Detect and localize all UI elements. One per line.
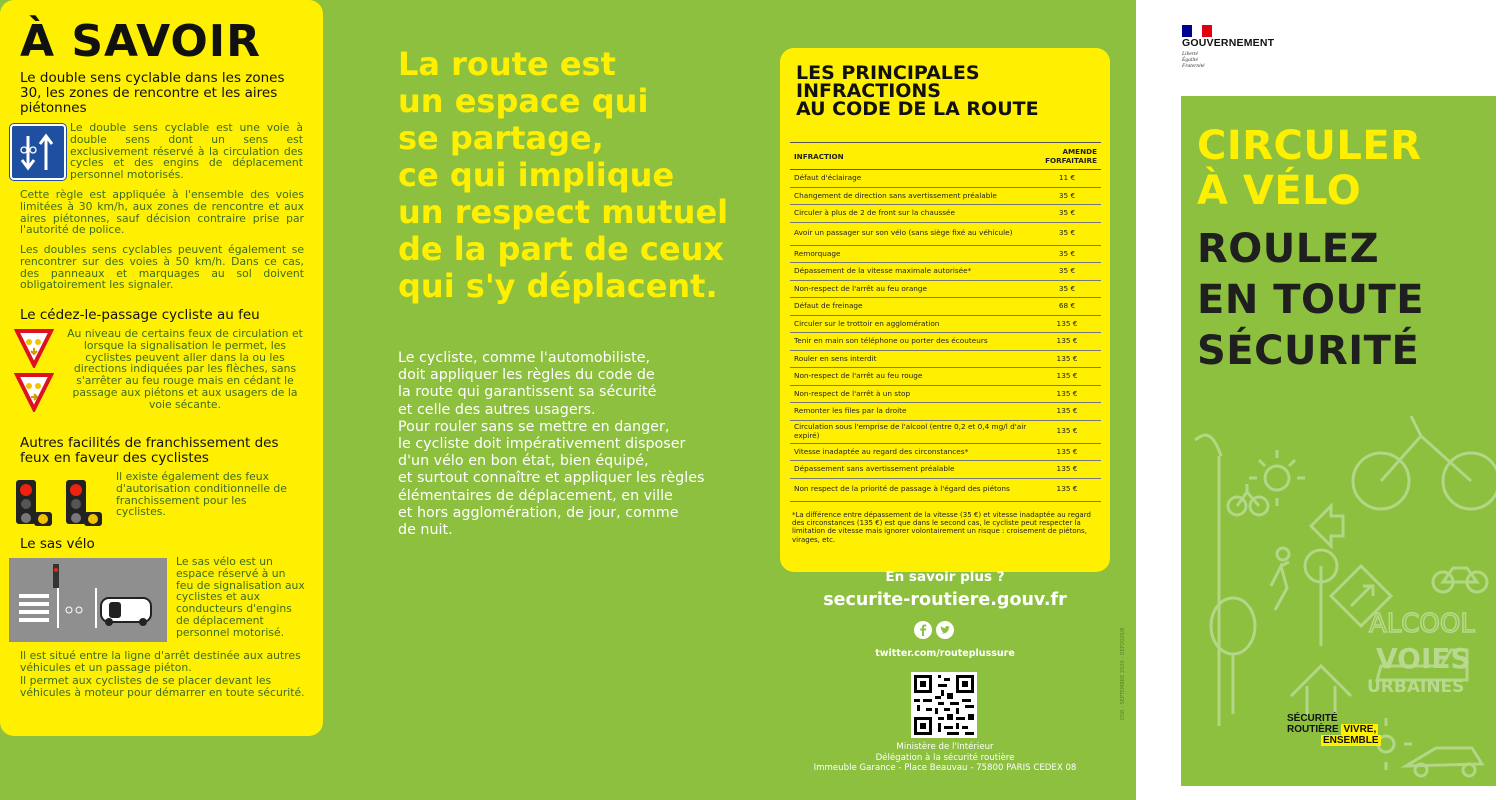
double-sens-sign-icon	[10, 124, 66, 180]
twitter-handle[interactable]: twitter.com/routeplussure	[875, 648, 1015, 659]
sas-velo-heading: Le sas vélo	[20, 536, 95, 552]
table-row	[790, 385, 1101, 403]
body-line: et celle des autres usagers.	[398, 401, 596, 418]
body-line: d'un vélo en bon état, bien équipé,	[398, 453, 649, 470]
table-row	[790, 205, 1101, 223]
infraction-label: Avoir un passager sur son vélo (sans siège fixé au véhicule)	[790, 222, 1033, 245]
table-row	[790, 187, 1101, 205]
infractions-table	[790, 142, 1101, 502]
infraction-amount: 135 €	[1033, 350, 1101, 368]
double-sens-heading: Le double sens cyclable dans les zones 30, les zones de rencontre et les aires piétonnes	[20, 70, 285, 116]
brand-vivre: VIVRE,	[1343, 724, 1377, 735]
ministry-line: Immeuble Garance - Place Beauvau - 75800 PARIS CEDEX 08	[813, 763, 1077, 773]
infraction-label: Non-respect de l'arrêt au feu rouge	[790, 368, 1033, 386]
traffic-light-icon	[14, 478, 54, 534]
infraction-amount: 135 €	[1033, 461, 1101, 479]
headline-line: un respect mutuel	[398, 193, 729, 231]
motto-line: Égalité	[1182, 57, 1198, 63]
infraction-amount: 135 €	[1033, 443, 1101, 461]
headline-line: un espace qui	[398, 82, 649, 120]
en-savoir-plus-label: En savoir plus ?	[885, 569, 1005, 585]
body-line: la route qui garantissent sa sécurité	[398, 384, 657, 401]
infraction-amount: 35 €	[1033, 222, 1101, 245]
table-row	[790, 350, 1101, 368]
brand-ensemble: ENSEMBLE	[1323, 735, 1379, 746]
cover-title-line: EN TOUTE	[1197, 277, 1425, 323]
cedez-passage-heading: Le cédez-le-passage cycliste au feu	[20, 307, 260, 323]
autres-facilites-heading: Autres facilités de franchissement des feux en faveur des cyclistes	[20, 435, 279, 466]
infractions-title-line: LES PRINCIPALES	[796, 62, 980, 84]
table-row	[790, 245, 1101, 263]
headline-line: ce qui implique	[398, 156, 675, 194]
securite-routiere-logo	[1287, 713, 1381, 746]
infraction-label: Circuler sur le trottoir en agglomération	[790, 315, 1033, 333]
col-infraction-header: INFRACTION	[790, 143, 1033, 170]
ministry-line: Délégation à la sécurité routière	[875, 752, 1015, 763]
body-line: élémentaires de déplacement, en ville	[398, 487, 673, 504]
infraction-label: Non-respect de l'arrêt au feu orange	[790, 280, 1033, 298]
motto-line: Liberté	[1182, 51, 1198, 57]
table-header-row	[790, 143, 1101, 170]
infraction-label: Circulation sous l'emprise de l'alcool (entre 0,2 et 0,4 mg/l d'air expiré)	[790, 420, 1033, 443]
infraction-label: Tenir en main son téléphone ou porter des écouteurs	[790, 333, 1033, 351]
body-line: Le cycliste, comme l'automobiliste,	[398, 350, 651, 366]
sas-velo-text-c: Il permet aux cyclistes de se placer devant les véhicules à moteur pour démarrer en toute sécurité.	[20, 674, 305, 699]
infractions-table-body	[790, 170, 1101, 502]
infraction-label: Changement de direction sans avertissement préalable	[790, 187, 1033, 205]
table-row	[790, 403, 1101, 421]
table-row	[790, 298, 1101, 316]
body-line: de nuit.	[398, 522, 453, 539]
infraction-amount: 135 €	[1033, 315, 1101, 333]
table-row	[790, 420, 1101, 443]
table-row	[790, 222, 1101, 245]
cover-title-line: ROULEZ	[1197, 226, 1380, 272]
infraction-label: Non respect de la priorité de passage à l'égard des piétons	[790, 478, 1033, 501]
infraction-amount: 135 €	[1033, 420, 1101, 443]
infraction-label: Dépassement sans avertissement préalable	[790, 461, 1033, 479]
traffic-light-icon	[64, 478, 104, 534]
ministry-address	[780, 742, 1110, 774]
qr-code-icon	[911, 672, 977, 738]
body-line: doit appliquer les règles du code de	[398, 367, 655, 384]
a-savoir-card	[0, 0, 323, 736]
infraction-label: Défaut de freinage	[790, 298, 1033, 316]
brand-line: SÉCURITÉ	[1287, 713, 1338, 724]
table-row	[790, 461, 1101, 479]
cover-title-line: SÉCURITÉ	[1197, 328, 1420, 374]
infractions-card	[780, 48, 1110, 572]
infraction-label: Rouler en sens interdit	[790, 350, 1033, 368]
cover-title-line: À VÉLO	[1197, 168, 1362, 214]
facebook-icon[interactable]	[914, 621, 932, 643]
double-sens-text-a: Le double sens cyclable est une voie à double sens dont un sens est exclusivement réservé à la circulation des cycles et des engins de déplacement personnel motorisés.	[70, 121, 303, 182]
headline-line: se partage,	[398, 119, 604, 157]
infraction-label: Dépassement de la vitesse maximale autorisée*	[790, 263, 1033, 281]
table-row	[790, 263, 1101, 281]
body-line: et hors agglomération, de jour, comme	[398, 504, 679, 521]
infraction-label: Remorquage	[790, 245, 1033, 263]
sas-velo-text-a: Le sas vélo est un espace réservé à un feu de signalisation aux cyclistes et aux conducteurs d'engins de déplacement personnel motorisé.	[176, 555, 305, 639]
infraction-amount: 35 €	[1033, 280, 1101, 298]
cover-title-dark	[1197, 224, 1424, 377]
infraction-label: Défaut d'éclairage	[790, 170, 1033, 188]
body-line: et surtout connaître et appliquer les règles	[398, 470, 705, 487]
cover-green-area	[1181, 96, 1496, 786]
infraction-amount: 35 €	[1033, 263, 1101, 281]
infraction-amount: 11 €	[1033, 170, 1101, 188]
infractions-title-line: AU CODE DE LA ROUTE	[796, 98, 1039, 120]
infraction-amount: 135 €	[1033, 333, 1101, 351]
marianne-logo-icon	[1182, 22, 1212, 34]
sketch-word-voies: VOIES	[1376, 642, 1471, 675]
cover-title-line: CIRCULER	[1197, 123, 1422, 169]
sas-velo-text-b: Il est situé entre la ligne d'arrêt destinée aux autres véhicules et un passage piéton.	[20, 649, 301, 674]
website-link[interactable]: securite-routiere.gouv.fr	[823, 590, 1067, 610]
document-reference: DSR - SEPTEMBRE 2020 - DEP2020/8	[1120, 627, 1126, 720]
ministry-line: Ministère de l'Intérieur	[896, 742, 994, 752]
sketch-word-urbaines: URBAINES	[1367, 677, 1465, 697]
cedez-passage-sign-icon	[14, 372, 54, 416]
body-line: le cycliste doit impérativement disposer	[398, 436, 686, 453]
social-icons	[914, 621, 954, 643]
infraction-amount: 135 €	[1033, 385, 1101, 403]
headline-line: de la part de ceux	[398, 230, 725, 268]
infractions-title	[796, 64, 1039, 118]
table-row	[790, 478, 1101, 501]
infraction-label: Circuler à plus de 2 de front sur la chaussée	[790, 205, 1033, 223]
infractions-title-line: INFRACTIONS	[796, 80, 941, 102]
sketch-word-alcool: ALCOOL	[1369, 609, 1475, 639]
table-row	[790, 333, 1101, 351]
sas-velo-illustration	[9, 558, 167, 642]
infractions-footnote: *La différence entre dépassement de la vitesse (35 €) et vitesse inadaptée au regard des circonstances (135 €) est que dans le second cas, le cycliste peut respecter la limitation de vitesse mais ignorer volontairement un risque : croisement de piétons, virages, etc.	[792, 511, 1091, 544]
infraction-amount: 68 €	[1033, 298, 1101, 316]
infraction-amount: 35 €	[1033, 187, 1101, 205]
middle-headline	[398, 46, 738, 305]
table-row	[790, 315, 1101, 333]
motto-line: Fraternité	[1182, 63, 1205, 69]
infraction-amount: 35 €	[1033, 205, 1101, 223]
cedez-passage-sign-icon	[14, 328, 54, 372]
twitter-icon[interactable]	[936, 621, 954, 643]
infraction-label: Vitesse inadaptée au regard des circonstances*	[790, 443, 1033, 461]
headline-line: La route est	[398, 45, 616, 83]
autres-facilites-text: Il existe également des feux d'autorisation conditionnelle de franchissement pour les cyclistes.	[116, 470, 287, 519]
infraction-amount: 135 €	[1033, 478, 1101, 501]
table-row	[790, 280, 1101, 298]
body-line: Pour rouler sans se mettre en danger,	[398, 418, 670, 435]
cover-title-yellow	[1197, 124, 1422, 214]
table-row	[790, 443, 1101, 461]
republic-motto	[1182, 51, 1205, 69]
middle-body	[398, 350, 728, 539]
a-savoir-title: À SAVOIR	[20, 16, 262, 67]
table-row	[790, 368, 1101, 386]
double-sens-text-c: Les doubles sens cyclables peuvent également se rencontrer sur des voies à 50 km/h. Dans ce cas, des panneaux et marquages au sol doivent obligatoirement les signaler.	[20, 243, 304, 292]
col-amende-header: AMENDE FORFAITAIRE	[1033, 143, 1101, 170]
brand-line: ROUTIÈRE	[1287, 724, 1339, 735]
infraction-label: Non-respect de l'arrêt à un stop	[790, 385, 1033, 403]
headline-line: qui s'y déplacent.	[398, 267, 718, 305]
infraction-amount: 135 €	[1033, 368, 1101, 386]
infraction-label: Remonter les files par la droite	[790, 403, 1033, 421]
infraction-amount: 35 €	[1033, 245, 1101, 263]
double-sens-text-b: Cette règle est appliquée à l'ensemble des voies limitées à 30 km/h, aux zones de rencontre et aux aires piétonnes, sauf décision contraire prise par l'autorité de police.	[20, 188, 304, 237]
gouvernement-label: GOUVERNEMENT	[1182, 37, 1275, 49]
cedez-passage-text: Au niveau de certains feux de circulation et lorsque la signalisation le permet, les cyclistes peuvent aller dans la ou les directions indiquées par les flèches, sans s'arrêter au feu rouge mais en cédant le passage aux piétons et aux usagers de la voie sécante.	[67, 327, 303, 411]
table-row	[790, 170, 1101, 188]
infraction-amount: 135 €	[1033, 403, 1101, 421]
